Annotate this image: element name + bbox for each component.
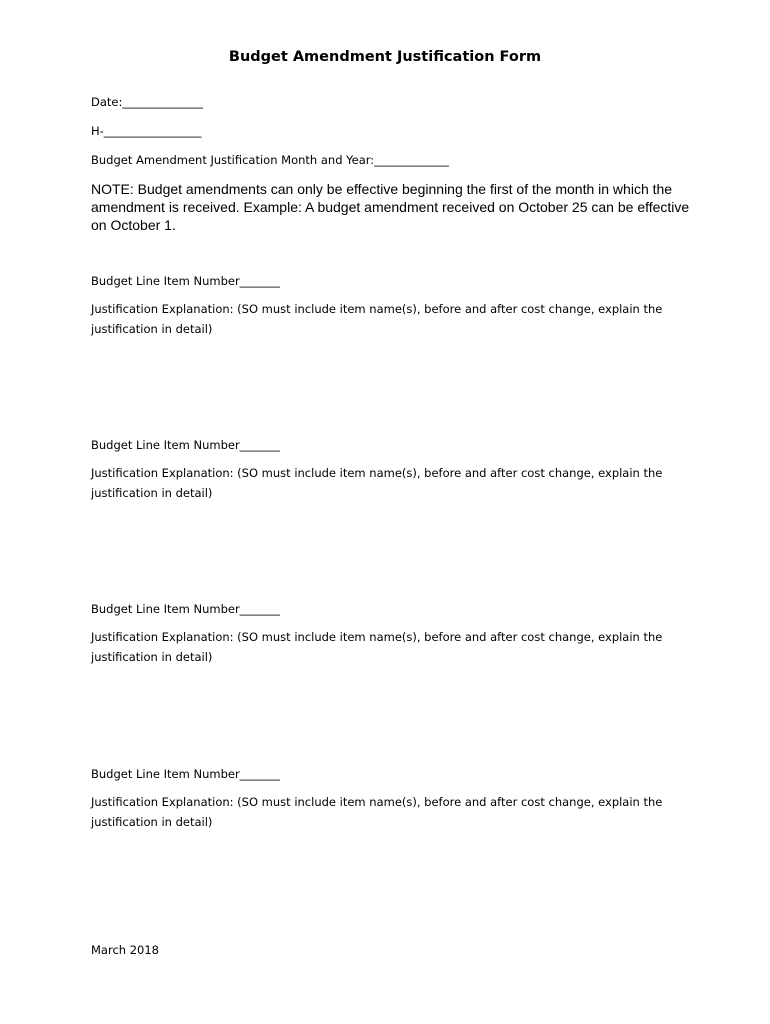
justification-explanation: Justification Explanation: (SO must include item name(s), before and after cost change, explain the justification in detail) bbox=[91, 466, 663, 500]
line-item-section bbox=[91, 438, 691, 503]
note-paragraph: NOTE: Budget amendments can only be effective beginning the first of the month in which the amendment is received. Example: A budget amendment received on October 25 can be effective on October 1. bbox=[91, 181, 690, 233]
line-item-section bbox=[91, 602, 691, 667]
month-year-field-line: Budget Amendment Justification Month and Year:_____________ bbox=[91, 153, 449, 167]
line-item-number: Budget Line Item Number_______ bbox=[91, 438, 280, 452]
line-item-number: Budget Line Item Number_______ bbox=[91, 274, 280, 288]
line-item-section bbox=[91, 274, 691, 339]
line-item-section bbox=[91, 767, 691, 832]
justification-explanation: Justification Explanation: (SO must include item name(s), before and after cost change, explain the justification in detail) bbox=[91, 630, 663, 664]
line-item-number: Budget Line Item Number_______ bbox=[91, 602, 280, 616]
justification-explanation: Justification Explanation: (SO must include item name(s), before and after cost change, explain the justification in detail) bbox=[91, 795, 663, 829]
justification-explanation: Justification Explanation: (SO must include item name(s), before and after cost change, explain the justification in detail) bbox=[91, 302, 663, 336]
line-item-number: Budget Line Item Number_______ bbox=[91, 767, 280, 781]
footer-date: March 2018 bbox=[91, 943, 159, 957]
date-field-line: Date:______________ bbox=[91, 95, 203, 109]
h-field-line: H-_________________ bbox=[91, 124, 202, 138]
form-title: Budget Amendment Justification Form bbox=[228, 49, 542, 65]
